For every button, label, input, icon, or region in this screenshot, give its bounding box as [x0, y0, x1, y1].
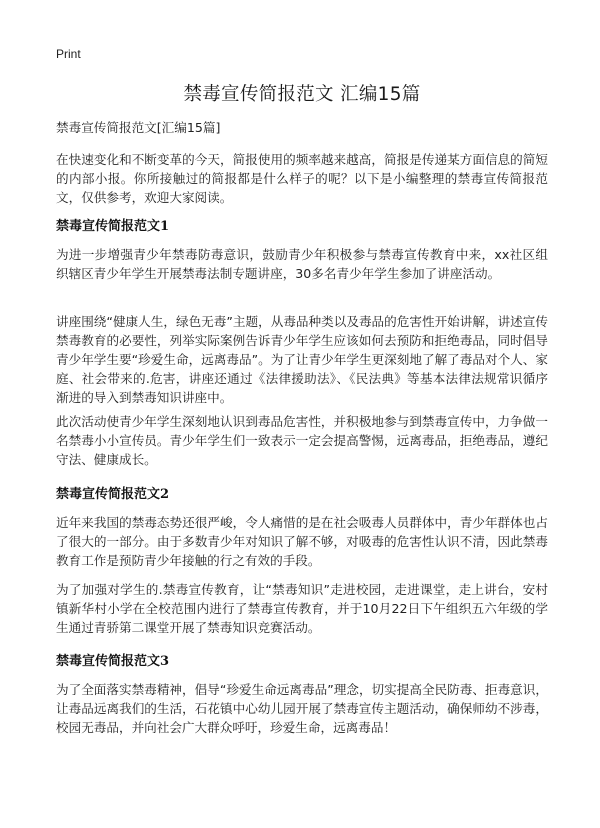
section-1-heading: 禁毒宣传简报范文1: [56, 219, 170, 234]
section-2-paragraph-2: 为了加强对学生的.禁毒宣传教育，让“禁毒知识”走进校园，走进课堂，走上讲台，安村镇新华村小学在全校范围内进行了禁毒宣传教育，并于10月22日下午组织五六年级的学生通过青骄第二课堂开展了禁毒知识竞赛活动。: [56, 582, 548, 635]
section-1-paragraph-3: 此次活动使青少年学生深刻地认识到毒品危害性，并积极地参与到禁毒宣传中，力争做一名禁毒小小宣传员。青少年学生们一致表示一定会提高警惕，远离毒品，拒绝毒品，遵纪守法、健康成长。: [56, 414, 548, 467]
document-subtitle: 禁毒宣传简报范文[汇编15篇]: [56, 120, 221, 135]
section-2-heading: 禁毒宣传简报范文2: [56, 487, 170, 502]
print-label: Print: [56, 47, 81, 61]
intro-paragraph: 在快速变化和不断变革的今天，简报使用的频率越来越高，简报是传递某方面信息的简短的内部小报。你所接触过的简报都是什么样子的呢？以下是小编整理的禁毒宣传简报范文，仅供参考，欢迎大家阅读。: [56, 152, 548, 205]
section-1-paragraph-1: 为进一步增强青少年禁毒防毒意识，鼓励青少年积极参与禁毒宣传教育中来，xx社区组织辖区青少年学生开展禁毒法制专题讲座，30多名青少年学生参加了讲座活动。: [56, 247, 548, 281]
section-3-paragraph-1: 为了全面落实禁毒精神，倡导“珍爱生命远离毒品”理念，切实提高全民防毒、拒毒意识，让毒品远离我们的生活，石花镇中心幼儿园开展了禁毒宣传主题活动，确保师幼不涉毒，校园无毒品，并向社会广大群众呼吁，珍爱生命，远离毒品！: [56, 682, 548, 735]
document-title: 禁毒宣传简报范文 汇编15篇: [183, 84, 421, 105]
section-1-paragraph-2: 讲座围绕“健康人生，绿色无毒”主题，从毒品种类以及毒品的危害性开始讲解，讲述宣传禁毒教育的必要性，列举实际案例告诉青少年学生应该如何去预防和拒绝毒品，同时倡导青少年学生要“珍爱生命，远离毒品”。为了让青少年学生更深刻地了解了毒品对个人、家庭、社会带来的.危害，讲座还通过《法律援助法》、《民法典》等基本法律法规常识循序渐进的导入到禁毒知识讲座中。: [56, 314, 548, 405]
section-2-paragraph-1: 近年来我国的禁毒态势还很严峻，令人痛惜的是在社会吸毒人员群体中，青少年群体也占了很大的一部分。由于多数青少年对知识了解不够，对吸毒的危害性认识不清，因此禁毒教育工作是预防青少年接触的行之有效的手段。: [56, 515, 548, 568]
section-3-heading: 禁毒宣传简报范文3: [56, 654, 170, 669]
